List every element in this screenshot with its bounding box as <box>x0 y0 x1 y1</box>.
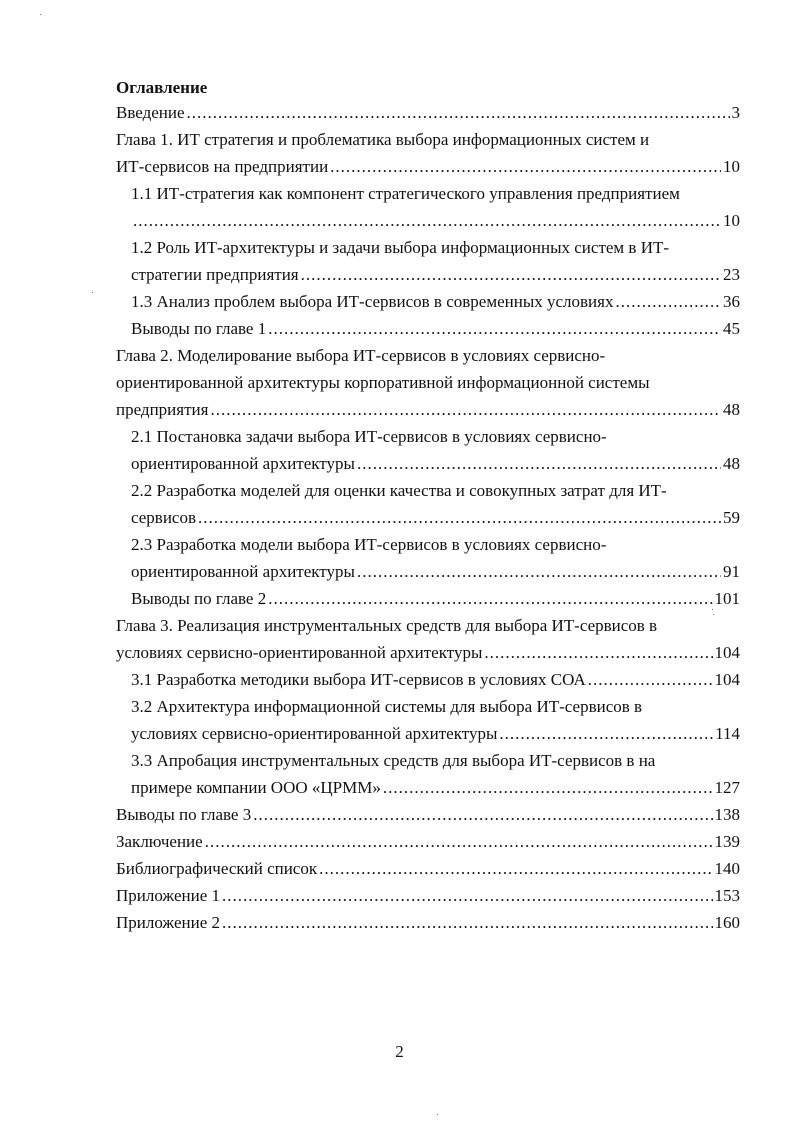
toc-entry <box>131 234 740 288</box>
toc-entry-final-line <box>131 585 740 612</box>
toc-entry-text: предприятия <box>116 400 209 419</box>
toc-entry <box>131 477 740 531</box>
scan-speck <box>40 14 41 15</box>
toc-entry <box>116 828 740 855</box>
dot-leader <box>198 504 721 531</box>
dot-leader <box>268 315 721 342</box>
toc-entry-text: условиях сервисно-ориентированной архитектуры <box>116 643 483 662</box>
toc-entry-text: Приложение 1 <box>116 886 220 905</box>
toc-entry-final-line <box>116 909 740 936</box>
toc-entry-line: ориентированной архитектуры корпоративной информационной системы <box>116 373 650 392</box>
toc-entry-page: 104 <box>714 643 740 662</box>
toc-entry-line: Глава 1. ИТ стратегия и проблематика выбора информационных систем и <box>116 130 650 149</box>
toc-entry-line: 1.1 ИТ-стратегия как компонент стратегического управления предприятием <box>131 184 680 203</box>
toc-entry <box>116 909 740 936</box>
toc-entry-final-line <box>116 828 740 855</box>
dot-leader <box>484 639 712 666</box>
toc-entry-page: 160 <box>714 913 740 932</box>
dot-leader <box>210 396 721 423</box>
toc-entry <box>116 99 740 126</box>
dot-leader <box>253 801 712 828</box>
toc-entry-final-line <box>131 288 740 315</box>
dot-leader <box>301 261 721 288</box>
toc-entry-text: 3.1 Разработка методики выбора ИТ-сервисов в условиях СОА <box>131 670 586 689</box>
toc-entry-final-line <box>116 882 740 909</box>
toc-entry-page: 45 <box>723 319 740 338</box>
toc-entry-final-line <box>131 504 740 531</box>
toc-title: Оглавление <box>116 78 208 97</box>
toc-entry <box>131 180 740 234</box>
toc-entry-text: Выводы по главе 3 <box>116 805 252 824</box>
page-number: 2 <box>395 1042 404 1061</box>
dot-leader <box>499 720 713 747</box>
dot-leader <box>615 288 721 315</box>
toc-entry-page: 3 <box>731 103 740 122</box>
toc-entry-final-line <box>116 396 740 423</box>
toc-entry-final-line <box>131 558 740 585</box>
toc-entry-line: 2.3 Разработка модели выбора ИТ-сервисов в условиях сервисно- <box>131 535 607 554</box>
toc-entry-page: 101 <box>714 589 740 608</box>
toc-entry <box>131 315 740 342</box>
toc-entry-line: 1.2 Роль ИТ-архитектуры и задачи выбора информационных систем в ИТ- <box>131 238 670 257</box>
toc-entry <box>131 423 740 477</box>
toc-entry-text: Заключение <box>116 832 203 851</box>
toc-entry-page: 104 <box>714 670 740 689</box>
toc-entry-final-line <box>131 261 740 288</box>
toc-entry-page: 114 <box>715 724 740 743</box>
dot-leader <box>133 207 721 234</box>
dot-leader <box>187 99 730 126</box>
toc-entry-text: Выводы по главе 1 <box>131 319 267 338</box>
dot-leader <box>222 909 713 936</box>
toc-entry <box>116 612 740 666</box>
toc-entry <box>116 801 740 828</box>
toc-entry-final-line <box>116 801 740 828</box>
toc-entry-final-line <box>131 720 740 747</box>
dot-leader <box>268 585 712 612</box>
toc-entry-text: ориентированной архитектуры <box>131 562 355 581</box>
toc-entry-page: 48 <box>723 454 740 473</box>
dot-leader <box>222 882 713 909</box>
toc-entry-final-line <box>116 639 740 666</box>
toc-entry-text: Выводы по главе 2 <box>131 589 267 608</box>
toc-entry-text: стратегии предприятия <box>131 265 299 284</box>
toc-entry-text: ИТ-сервисов на предприятии <box>116 157 329 176</box>
toc-entry <box>131 531 740 585</box>
dot-leader <box>330 153 721 180</box>
toc-entry-text: сервисов <box>131 508 196 527</box>
toc-entry-page: 127 <box>714 778 740 797</box>
dot-leader <box>383 774 713 801</box>
toc-entry-text: ориентированной архитектуры <box>131 454 355 473</box>
toc-entry <box>131 693 740 747</box>
toc-entry-line: 2.1 Постановка задачи выбора ИТ-сервисов в условиях сервисно- <box>131 427 607 446</box>
toc-entry-text: 1.3 Анализ проблем выбора ИТ-сервисов в современных условиях <box>131 292 614 311</box>
toc-entry <box>131 747 740 801</box>
toc-entry-page: 59 <box>723 508 740 527</box>
toc-entry-page: 48 <box>723 400 740 419</box>
dot-leader <box>319 855 712 882</box>
toc-entry-final-line <box>131 450 740 477</box>
toc-entry-page: 10 <box>723 157 740 176</box>
toc-entry-final-line <box>131 666 740 693</box>
toc-entry-final-line <box>131 207 740 234</box>
table-of-contents <box>116 99 740 936</box>
dot-leader <box>205 828 713 855</box>
toc-entry-text: Введение <box>116 103 185 122</box>
toc-entry-page: 10 <box>723 211 740 230</box>
toc-entry-final-line <box>116 855 740 882</box>
toc-entry-final-line <box>116 153 740 180</box>
toc-entry-page: 138 <box>714 805 740 824</box>
scan-speck <box>712 609 713 610</box>
toc-entry-text: Приложение 2 <box>116 913 220 932</box>
dot-leader <box>357 558 721 585</box>
toc-entry <box>116 126 740 180</box>
toc-entry-line: Глава 2. Моделирование выбора ИТ-сервисов в условиях сервисно- <box>116 346 606 365</box>
toc-entry <box>116 342 740 423</box>
toc-entry <box>116 855 740 882</box>
toc-entry-text: условиях сервисно-ориентированной архитектуры <box>131 724 498 743</box>
toc-entry-page: 153 <box>714 886 740 905</box>
toc-entry <box>131 288 740 315</box>
toc-entry-page: 36 <box>723 292 740 311</box>
toc-entry-page: 139 <box>714 832 740 851</box>
toc-entry-line: Глава 3. Реализация инструментальных средств для выбора ИТ-сервисов в <box>116 616 658 635</box>
toc-entry <box>116 882 740 909</box>
dot-leader <box>357 450 721 477</box>
scan-speck <box>92 292 93 293</box>
toc-entry-line: 2.2 Разработка моделей для оценки качества и совокупных затрат для ИТ- <box>131 481 667 500</box>
toc-entry-line: 3.3 Апробация инструментальных средств для выбора ИТ-сервисов в на <box>131 751 656 770</box>
toc-entry-line: 3.2 Архитектура информационной системы для выбора ИТ-сервисов в <box>131 697 643 716</box>
toc-entry-page: 91 <box>723 562 740 581</box>
scan-speck <box>713 614 714 615</box>
dot-leader <box>588 666 713 693</box>
toc-entry-page: 140 <box>714 859 740 878</box>
toc-entry-text: примере компании ООО «ЦРММ» <box>131 778 381 797</box>
toc-entry-final-line <box>116 99 740 126</box>
toc-entry <box>131 585 740 612</box>
toc-entry-final-line <box>131 774 740 801</box>
toc-entry-text: Библиографический список <box>116 859 318 878</box>
scan-speck <box>437 1114 438 1115</box>
toc-entry-final-line <box>131 315 740 342</box>
toc-entry-page: 23 <box>723 265 740 284</box>
toc-entry <box>131 666 740 693</box>
